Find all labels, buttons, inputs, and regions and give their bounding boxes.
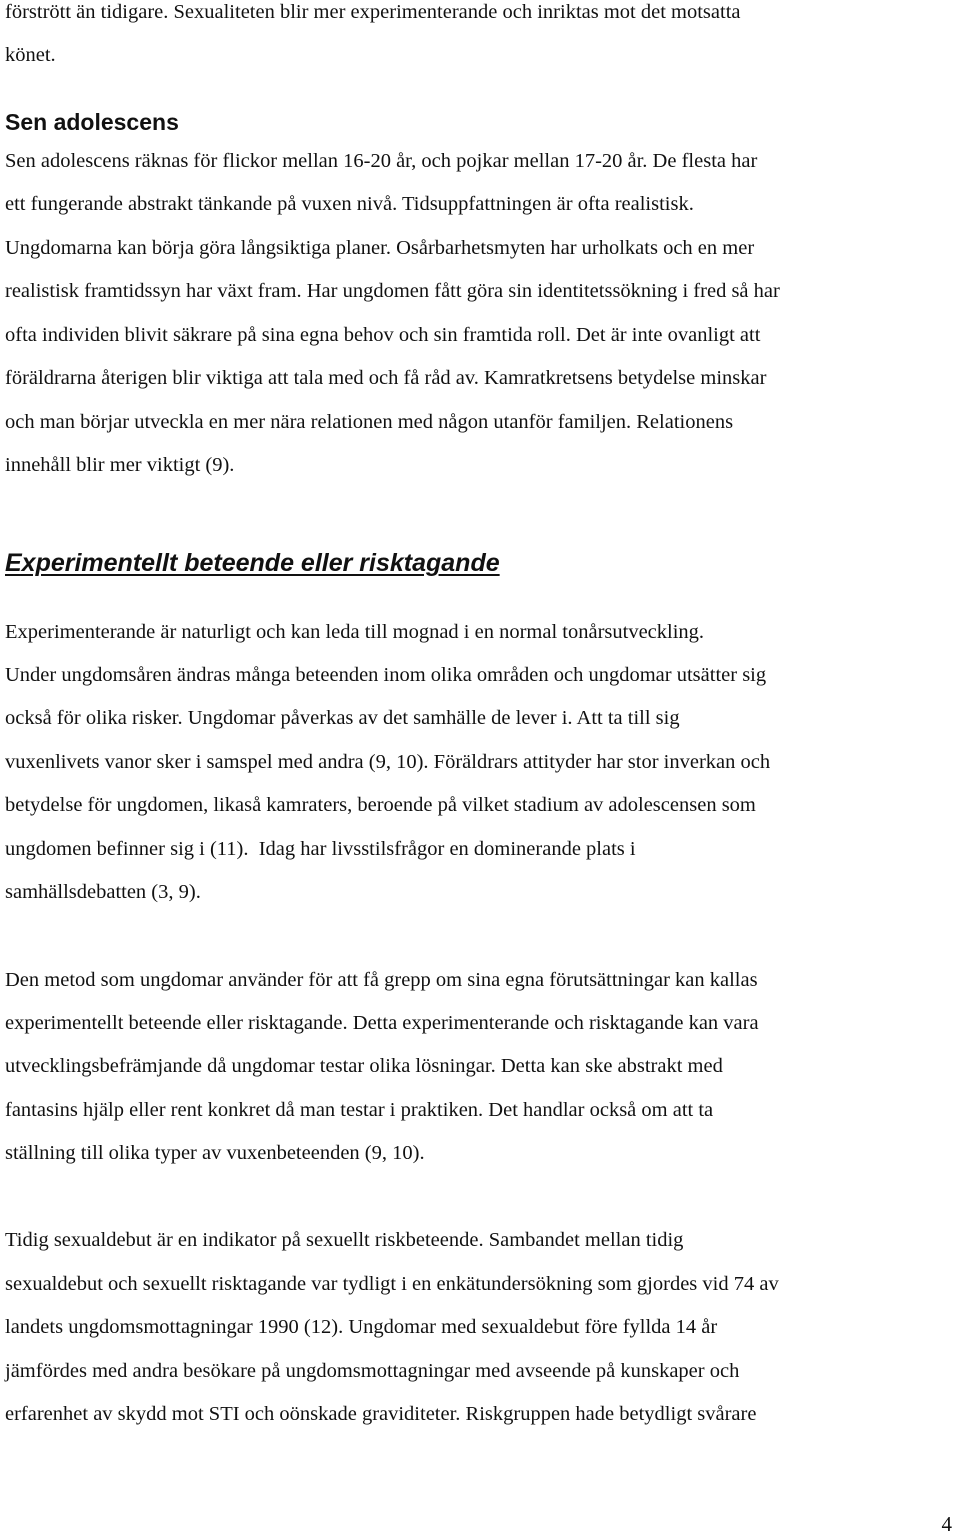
- body-text-line: och man börjar utveckla en mer nära relationen med någon utanför familjen. Relationens: [5, 411, 734, 433]
- section-heading-late-adolescence: Sen adolescens: [5, 109, 179, 135]
- body-text-line: könet.: [5, 44, 56, 66]
- body-text-line: experimentellt beteende eller risktagande. Detta experimenterande och risktagande kan vara: [5, 1012, 759, 1034]
- body-text-line: erfarenhet av skydd mot STI och oönskade graviditeter. Riskgruppen hade betydligt svårare: [5, 1403, 757, 1425]
- body-text-line: fantasins hjälp eller rent konkret då man testar i praktiken. Det handlar också om att ta: [5, 1099, 714, 1121]
- body-text-line: realistisk framtidssyn har växt fram. Har ungdomen fått göra sin identitetssökning i fred så har: [5, 280, 780, 302]
- body-text-line: vuxenlivets vanor sker i samspel med andra (9, 10). Föräldrars attityder har stor inverkan och: [5, 751, 771, 773]
- body-text-line: sexualdebut och sexuellt risktagande var tydligt i en enkätundersökning som gjordes vid 74 av: [5, 1273, 779, 1295]
- section-heading-experimental-behavior: Experimentellt beteende eller risktagande: [5, 549, 500, 577]
- body-text-line: betydelse för ungdomen, likaså kamraters, beroende på vilket stadium av adolescensen som: [5, 794, 756, 816]
- body-text-line: landets ungdomsmottagningar 1990 (12). Ungdomar med sexualdebut före fyllda 14 år: [5, 1316, 718, 1338]
- body-text-line: Ungdomarna kan börja göra långsiktiga planer. Osårbarhetsmyten har urholkats och en mer: [5, 237, 755, 259]
- body-text-line: innehåll blir mer viktigt (9).: [5, 454, 235, 476]
- body-text-line: samhällsdebatten (3, 9).: [5, 881, 201, 903]
- body-text-line: ofta individen blivit säkrare på sina egna behov och sin framtida roll. Det är inte ovanligt att: [5, 324, 761, 346]
- body-text-line: förstrött än tidigare. Sexualiteten blir mer experimenterande och inriktas mot det motsatta: [5, 1, 741, 23]
- body-text-line: Experimenterande är naturligt och kan leda till mognad i en normal tonårsutveckling.: [5, 621, 705, 643]
- body-text-line: Tidig sexualdebut är en indikator på sexuellt riskbeteende. Sambandet mellan tidig: [5, 1229, 684, 1251]
- body-text-line: Under ungdomsåren ändras många beteenden inom olika områden och ungdomar utsätter sig: [5, 664, 767, 686]
- page-number: 4: [941, 1512, 952, 1536]
- body-text-line: utvecklingsbefrämjande då ungdomar testar olika lösningar. Detta kan ske abstrakt med: [5, 1055, 723, 1077]
- body-text-line: Sen adolescens räknas för flickor mellan 16-20 år, och pojkar mellan 17-20 år. De flesta har: [5, 150, 758, 172]
- body-text-line: också för olika risker. Ungdomar påverkas av det samhälle de lever i. Att ta till sig: [5, 707, 680, 729]
- body-text-line: föräldrarna återigen blir viktiga att tala med och få råd av. Kamratkretsens betydelse minskar: [5, 367, 767, 389]
- body-text-line: ställning till olika typer av vuxenbeteenden (9, 10).: [5, 1142, 425, 1164]
- body-text-line: Den metod som ungdomar använder för att få grepp om sina egna förutsättningar kan kallas: [5, 969, 758, 991]
- body-text-line: jämfördes med andra besökare på ungdomsmottagningar med avseende på kunskaper och: [5, 1360, 740, 1382]
- body-text-line: ett fungerande abstrakt tänkande på vuxen nivå. Tidsuppfattningen är ofta realistisk.: [5, 193, 694, 215]
- body-text-line: ungdomen befinner sig i (11). Idag har livsstilsfrågor en dominerande plats i: [5, 838, 636, 860]
